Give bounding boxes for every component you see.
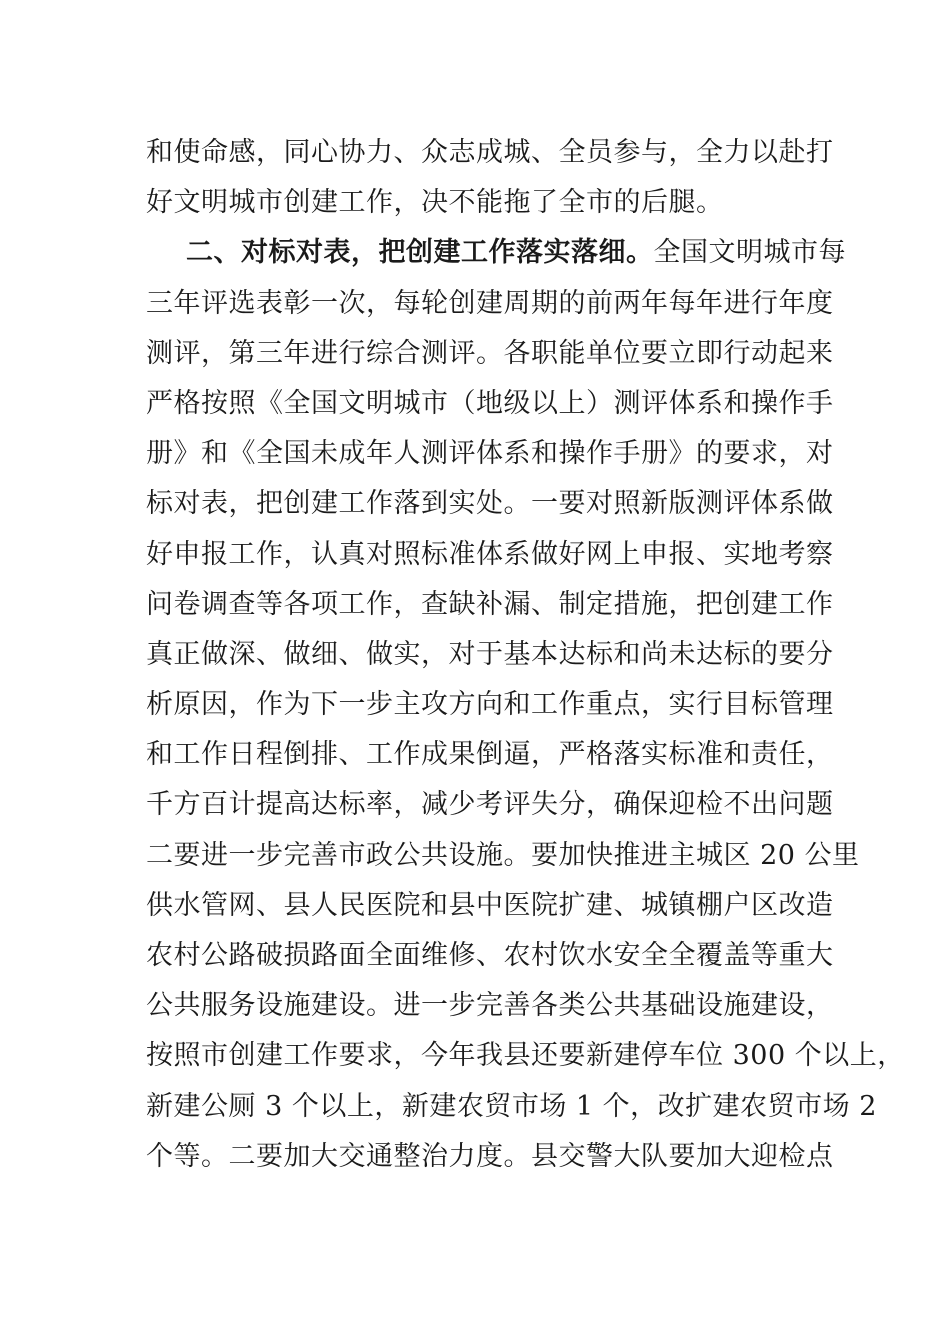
- text-line-7: 册》和《全国未成年人测评体系和操作手册》的要求，对: [146, 438, 834, 470]
- text-line-6: 严格按照《全国文明城市（地级以上）测评体系和操作手: [146, 387, 834, 419]
- text-line-10: 问卷调查等各项工作，查缺补漏、制定措施，把创建工作: [146, 588, 834, 620]
- text-line-16: 供水管网、县人民医院和县中医院扩建、城镇棚户区改造: [146, 889, 834, 921]
- text-line-2: 好文明城市创建工作，决不能拖了全市的后腿。: [146, 187, 724, 219]
- text-line-19: 按照市创建工作要求，今年我县还要新建停车位 300 个以上，: [146, 1040, 905, 1072]
- text-line-1: 和使命感，同心协力、众志成城、全员参与，全力以赴打: [146, 137, 834, 168]
- text-line-14: 千方百计提高达标率，减少考评失分，确保迎检不出问题: [146, 789, 834, 821]
- body-text: [146, 128, 905, 1182]
- text-line-9: 好申报工作，认真对照标准体系做好网上申报、实地考察: [146, 538, 834, 570]
- text-line-20: 新建公厕 3 个以上，新建农贸市场 1 个，改扩建农贸市场 2: [146, 1090, 877, 1122]
- text-line-12: 析原因，作为下一步主攻方向和工作重点，实行目标管理: [146, 689, 834, 721]
- text-line-13: 和工作日程倒排、工作成果倒逼，严格落实标准和责任，: [146, 739, 834, 771]
- text-line-4: 三年评选表彰一次，每轮创建周期的前两年每年进行年度: [146, 287, 834, 319]
- text-line-11: 真正做深、做细、做实，对于基本达标和尚未达标的要分: [146, 638, 834, 670]
- text-line-3: [146, 228, 846, 278]
- text-line-5: 测评，第三年进行综合测评。各职能单位要立即行动起来: [146, 337, 834, 369]
- text-line-15: 二要进一步完善市政公共设施。要加快推进主城区 20 公里: [146, 839, 860, 871]
- text-line-18: 公共服务设施建设。进一步完善各类公共基础设施建设，: [146, 990, 834, 1022]
- text-line-3-body: 全国文明城市每: [653, 237, 846, 269]
- section-heading: 二、对标对表，把创建工作落实落细。: [186, 237, 654, 269]
- text-line-21: 个等。二要加大交通整治力度。县交警大队要加大迎检点: [146, 1140, 834, 1172]
- text-line-17: 农村公路破损路面全面维修、农村饮水安全全覆盖等重大: [146, 940, 834, 971]
- text-line-8: 标对表，把创建工作落到实处。一要对照新版测评体系做: [146, 488, 834, 520]
